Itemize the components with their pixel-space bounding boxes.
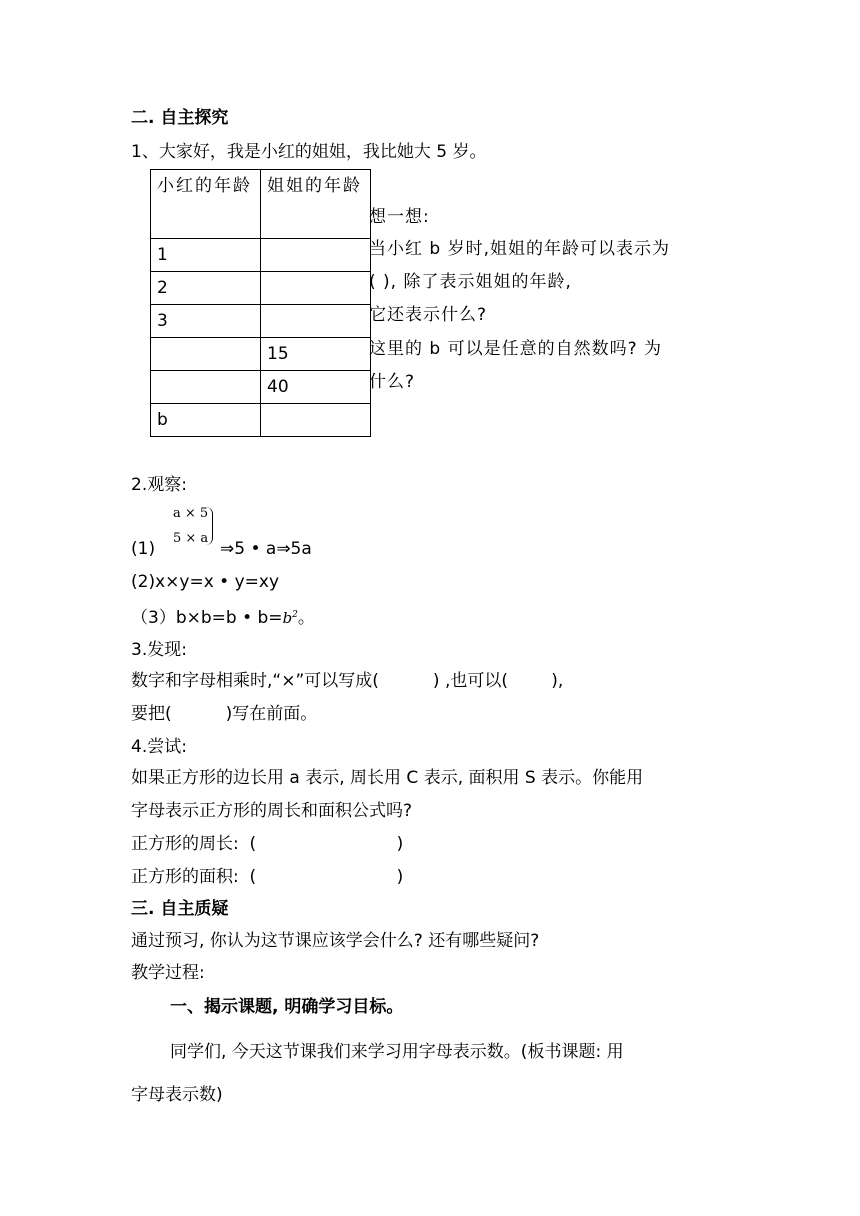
discover-line-2: 要把( )写在前面。 bbox=[131, 704, 318, 724]
formula-2: (2)x×y=x • y=xy bbox=[131, 572, 280, 592]
table-cell bbox=[261, 305, 371, 338]
area-line: 正方形的面积: ( ) bbox=[131, 867, 404, 887]
think-line-1: 当小红 b 岁时,姐姐的年龄可以表示为 bbox=[369, 239, 671, 259]
discover-line-1: 数字和字母相乘时,“×”可以写成( ) ,也可以( ), bbox=[131, 671, 564, 691]
table-cell: b bbox=[151, 404, 261, 437]
perimeter-line: 正方形的周长: ( ) bbox=[131, 834, 404, 854]
think-line-5: 什么? bbox=[369, 372, 416, 392]
question-1: 1、大家好，我是小红的姐姐，我比她大 5 岁。 bbox=[131, 142, 487, 162]
b-squared-base: b bbox=[282, 609, 293, 627]
question-line: 通过预习, 你认为这节课应该学会什么? 还有哪些疑问? bbox=[131, 931, 540, 951]
b-squared bbox=[283, 609, 298, 627]
table-cell bbox=[261, 404, 371, 437]
brace-symbol bbox=[206, 507, 213, 545]
table-row bbox=[151, 338, 371, 371]
section-3-title: 三. 自主质疑 bbox=[131, 899, 229, 919]
formula-5-times-a: 5 × a bbox=[173, 531, 209, 546]
table-cell bbox=[151, 371, 261, 404]
table-cell: 15 bbox=[261, 338, 371, 371]
think-line-4: 这里的 b 可以是任意的自然数吗? 为 bbox=[369, 339, 663, 359]
try-line-1: 如果正方形的边长用 a 表示, 周长用 C 表示, 面积用 S 表示。你能用 bbox=[131, 768, 644, 788]
table-cell bbox=[261, 239, 371, 272]
step-1-text-line-1: 同学们, 今天这节课我们来学习用字母表示数。(板书课题: 用 bbox=[170, 1042, 624, 1062]
formula-1-result: ⇒5 • a⇒5a bbox=[220, 539, 312, 559]
table-row bbox=[151, 239, 371, 272]
think-title: 想一想: bbox=[369, 207, 430, 227]
try-title: 4.尝试: bbox=[131, 737, 187, 757]
table-cell: 3 bbox=[151, 305, 261, 338]
header-sister-age: 姐姐的年龄 bbox=[261, 170, 371, 239]
table-header-row bbox=[151, 170, 371, 239]
table-row bbox=[151, 272, 371, 305]
formula-1-label: (1) bbox=[131, 539, 156, 559]
observe-title: 2.观察: bbox=[131, 475, 187, 495]
discover-title: 3.发现: bbox=[131, 640, 187, 660]
b-squared-exponent: 2 bbox=[292, 610, 298, 620]
step-1-title: 一、揭示课题, 明确学习目标。 bbox=[170, 997, 404, 1017]
formula-3-suffix: 。 bbox=[297, 608, 315, 628]
think-line-2: ( ), 除了表示姐姐的年龄, bbox=[369, 272, 572, 292]
table-row bbox=[151, 404, 371, 437]
table-cell bbox=[261, 272, 371, 305]
think-line-3: 它还表示什么? bbox=[369, 305, 488, 325]
table-row bbox=[151, 305, 371, 338]
try-line-2: 字母表示正方形的周长和面积公式吗? bbox=[131, 801, 413, 821]
step-1-text-line-2: 字母表示数) bbox=[131, 1085, 223, 1105]
formula-a-times-5: a × 5 bbox=[173, 506, 209, 521]
table-cell bbox=[151, 338, 261, 371]
table-cell: 1 bbox=[151, 239, 261, 272]
table-cell: 2 bbox=[151, 272, 261, 305]
table-row bbox=[151, 371, 371, 404]
table-cell: 40 bbox=[261, 371, 371, 404]
formula-3 bbox=[131, 603, 315, 630]
process-title: 教学过程: bbox=[131, 963, 205, 983]
formula-3-prefix: （3）b×b=b • b= bbox=[131, 608, 283, 628]
section-2-title: 二. 自主探究 bbox=[131, 108, 229, 128]
header-xiaohong-age: 小红的年龄 bbox=[151, 170, 261, 239]
age-table bbox=[150, 169, 371, 437]
